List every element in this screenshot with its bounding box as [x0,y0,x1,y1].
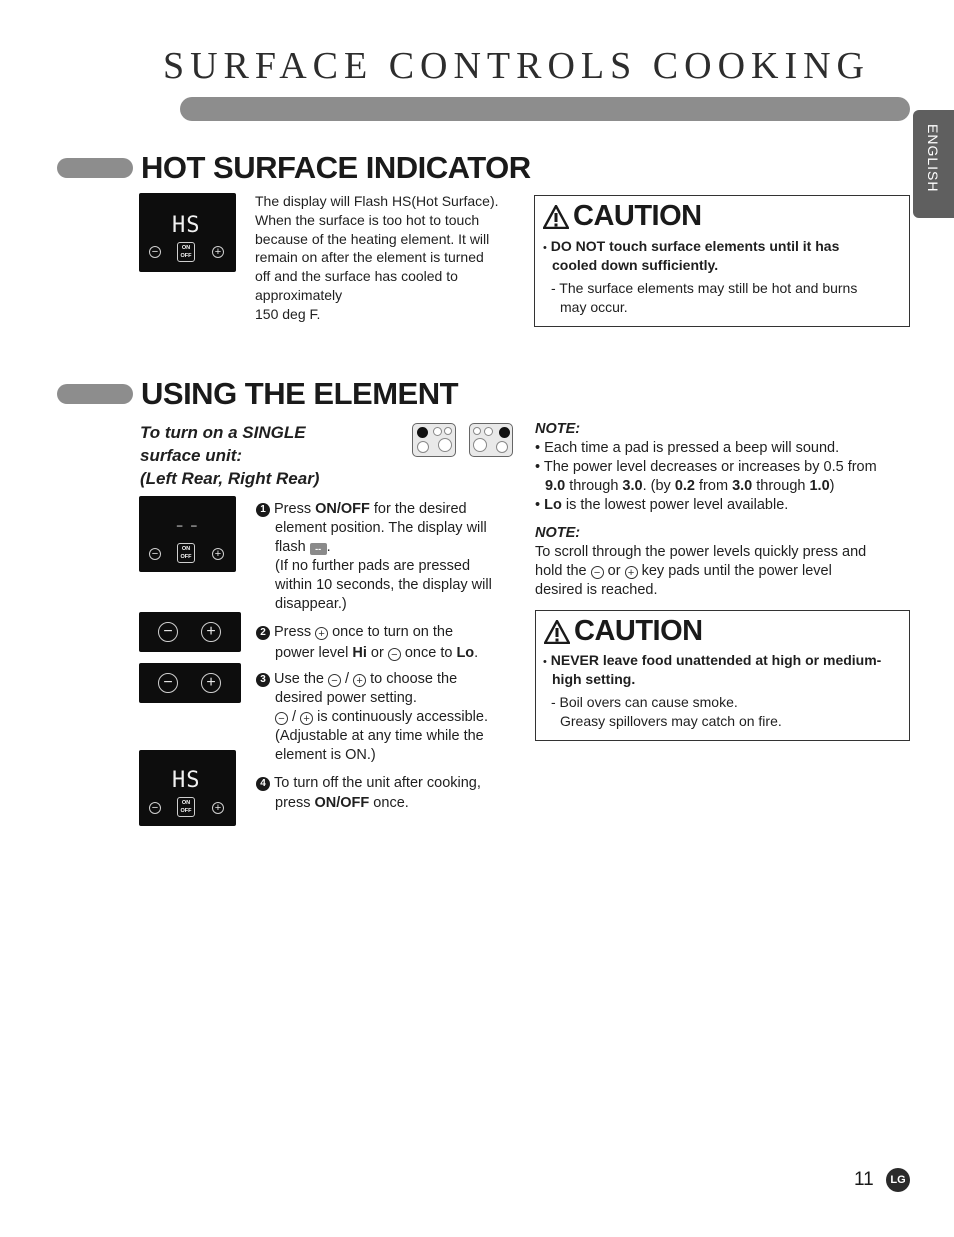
minus-icon: − [328,674,341,687]
plus-icon: + [212,548,224,560]
caution2-bullet: • NEVER leave food unattended at high or medium- [543,652,882,668]
minus-plus-panel [139,663,241,703]
hot-surface-description: The display will Flash HS(Hot Surface). When the surface is too hot to touch because of the heating element. It will remain on after the element is turned off and the surface has cooled to approximately 150 deg F. [255,193,499,322]
language-tab-label: ENGLISH [925,124,941,193]
hot-surface-heading: HOT SURFACE INDICATOR [141,150,531,185]
plus-icon: + [212,802,224,814]
minus-icon: − [149,548,161,560]
page-number: 11 [854,1169,874,1190]
minus-icon: − [591,566,604,579]
lg-logo: LG [886,1168,910,1192]
hs-display-panel [139,193,236,272]
section-marker [57,384,133,404]
step-number: 2 [256,626,270,640]
single-unit-subheading: To turn on a SINGLE surface unit: (Left Rear, Right Rear) [140,423,320,488]
note-2: NOTE: To scroll through the power levels quickly press and hold the − or + key pads until the power level desired is reached. [535,524,915,600]
dash-display-text: -- [173,513,202,538]
section-marker [57,158,133,178]
step-3: 3 Use the − / + to choose the desired power setting. − / + is continuously accessible. (Adjustable at any time while the element is ON.) [256,670,521,765]
cooktop-left-rear-icon [412,423,456,457]
step-number: 3 [256,673,270,687]
minus-icon: − [158,622,178,642]
caution-heading: CAUTION [544,615,703,648]
plus-icon: + [300,712,313,725]
header-bar [180,97,910,121]
caution-box-1: CAUTION • DO NOT touch surface elements until it has cooled down sufficiently. - The surface elements may still be hot and burns may occur. [534,195,910,327]
onoff-button-icon: ON OFF [177,543,195,563]
step-4: 4 To turn off the unit after cooking, press ON/OFF once. [256,773,521,813]
dash-display-panel [139,496,236,572]
hs-display-text: HS [172,768,201,793]
note-title: NOTE: [535,525,581,541]
note-1: NOTE: • Each time a pad is pressed a beep will sound. • The power level decreases or increases by 0.5 from 9.0 through 3.0. (by 0.2 from 3.0 through 1.0) • Lo is the lowest power level available. [535,420,915,515]
step-number: 4 [256,777,270,791]
step-1: 1 Press ON/OFF for the desired element position. The display will flash -- . (If no further pads are pressed within 10 seconds, the display will disappear.) [256,500,521,614]
minus-icon: − [388,648,401,661]
cooktop-right-rear-icon [469,423,513,457]
caution1-detail: - The surface elements may still be hot and burns [551,280,858,296]
note-title: NOTE: [535,421,581,437]
caution-heading: CAUTION [543,200,702,233]
language-tab[interactable] [913,110,954,218]
using-element-heading: USING THE ELEMENT [141,376,459,411]
plus-icon: + [315,627,328,640]
plus-icon: + [212,246,224,258]
hs-display-text: HS [172,213,201,238]
minus-plus-panel [139,612,241,652]
plus-icon: + [625,566,638,579]
caution2-detail: - Boil overs can cause smoke. [551,694,738,710]
dash-display-icon: -- [310,543,327,555]
step-2: 2 Press + once to turn on the power level Hi or − once to Lo. [256,622,521,664]
caution1-bullet: • DO NOT touch surface elements until it has [543,238,840,254]
minus-icon: − [275,712,288,725]
hs-display-panel [139,750,236,826]
minus-icon: − [158,673,178,693]
plus-icon: + [201,673,221,693]
plus-icon: + [201,622,221,642]
warning-icon [544,620,570,644]
caution-box-2: CAUTION • NEVER leave food unattended at high or medium- high setting. - Boil overs can cause smoke. Greasy spillovers may catch on fire. [535,610,910,741]
page-title: SURFACE CONTROLS COOKING [162,45,870,87]
onoff-button-icon: ON OFF [177,242,195,262]
step-number: 1 [256,503,270,517]
minus-icon: − [149,802,161,814]
warning-icon [543,205,569,229]
onoff-button-icon: ON OFF [177,797,195,817]
minus-icon: − [149,246,161,258]
plus-icon: + [353,674,366,687]
